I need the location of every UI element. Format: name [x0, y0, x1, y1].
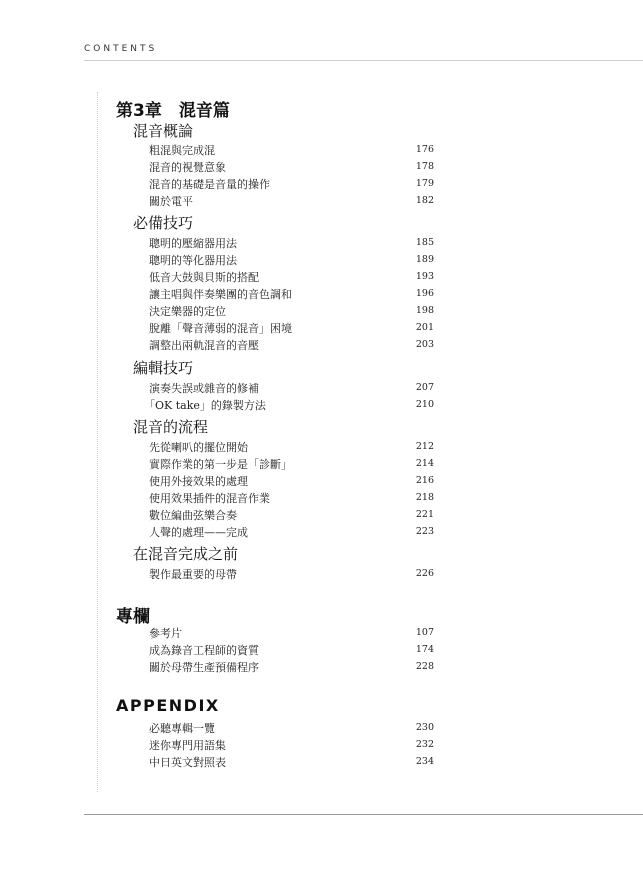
toc-entry: 成為錄音工程師的資質 — [149, 644, 259, 657]
toc-page: 214 — [415, 458, 434, 469]
toc-entry: 先從喇叭的擺位開始 — [149, 441, 248, 454]
toc-page: 226 — [415, 568, 434, 579]
toc-page: 198 — [415, 305, 434, 316]
toc-entry: 實際作業的第一步是「診斷」 — [149, 458, 292, 471]
appendix-title: APPENDIX — [116, 696, 220, 715]
toc-entry: 數位編曲弦樂合奏 — [149, 509, 237, 522]
header-label: CONTENTS — [84, 44, 158, 54]
toc-entry: 聰明的壓縮器用法 — [149, 237, 237, 250]
toc-page: 178 — [415, 161, 434, 172]
toc-page: 201 — [415, 322, 434, 333]
header-rule — [84, 60, 643, 61]
toc-entry: 粗混與完成混 — [149, 144, 215, 157]
section-title: 在混音完成之前 — [133, 545, 239, 563]
toc-entry: 低音大鼓與貝斯的搭配 — [149, 271, 259, 284]
toc-entry: 「OK take」的錄製方法 — [144, 399, 266, 412]
section-title: 編輯技巧 — [133, 359, 194, 377]
toc-entry: 必聽專輯一覽 — [149, 722, 215, 735]
toc-page: 196 — [415, 288, 434, 299]
section-title: 必備技巧 — [133, 214, 194, 232]
toc-entry: 關於母帶生產預備程序 — [149, 661, 259, 674]
toc-page: 212 — [415, 441, 434, 452]
toc-entry: 關於電平 — [149, 195, 193, 208]
toc-entry: 混音的基礎是音量的操作 — [149, 178, 270, 191]
toc-page: 182 — [415, 195, 434, 206]
toc-page: 189 — [415, 254, 434, 265]
toc-page: 223 — [415, 526, 434, 537]
toc-entry: 調整出兩軌混音的音壓 — [149, 339, 259, 352]
toc-page: 176 — [415, 144, 434, 155]
toc-page: 216 — [415, 475, 434, 486]
toc-page: 232 — [415, 739, 434, 750]
chapter-title: 第3章 混音篇 — [116, 101, 230, 121]
section-title: 混音概論 — [133, 122, 194, 140]
toc-entry: 混音的視覺意象 — [149, 161, 226, 174]
toc-page: 210 — [415, 399, 434, 410]
toc-entry: 參考片 — [149, 627, 182, 640]
margin-dotted-line — [97, 92, 98, 792]
toc-page: 185 — [415, 237, 434, 248]
toc-page: 203 — [415, 339, 434, 350]
toc-entry: 迷你專門用語集 — [149, 739, 226, 752]
toc-page: 228 — [415, 661, 434, 672]
toc-entry: 聰明的等化器用法 — [149, 254, 237, 267]
column-title: 專欄 — [116, 607, 150, 627]
toc-page: 234 — [415, 756, 434, 767]
toc-entry: 製作最重要的母帶 — [149, 568, 237, 581]
toc-page: 107 — [415, 627, 434, 638]
toc-entry: 中日英文對照表 — [149, 756, 226, 769]
footer-rule — [84, 814, 643, 815]
toc-page: 179 — [415, 178, 434, 189]
toc-entry: 演奏失誤或雜音的修補 — [149, 382, 259, 395]
section-title: 混音的流程 — [133, 418, 209, 436]
toc-page: 218 — [415, 492, 434, 503]
toc-page: 230 — [415, 722, 434, 733]
toc-page: 221 — [415, 509, 434, 520]
toc-page: 174 — [415, 644, 434, 655]
toc-entry: 使用效果插件的混音作業 — [149, 492, 270, 505]
toc-entry: 決定樂器的定位 — [149, 305, 226, 318]
toc-entry: 脫離「聲音薄弱的混音」困境 — [149, 322, 292, 335]
toc-entry: 使用外接效果的處理 — [149, 475, 248, 488]
toc-page: 193 — [415, 271, 434, 282]
toc-entry: 讓主唱與伴奏樂團的音色調和 — [149, 288, 292, 301]
toc-page: 207 — [415, 382, 434, 393]
toc-entry: 人聲的處理——完成 — [149, 526, 248, 539]
